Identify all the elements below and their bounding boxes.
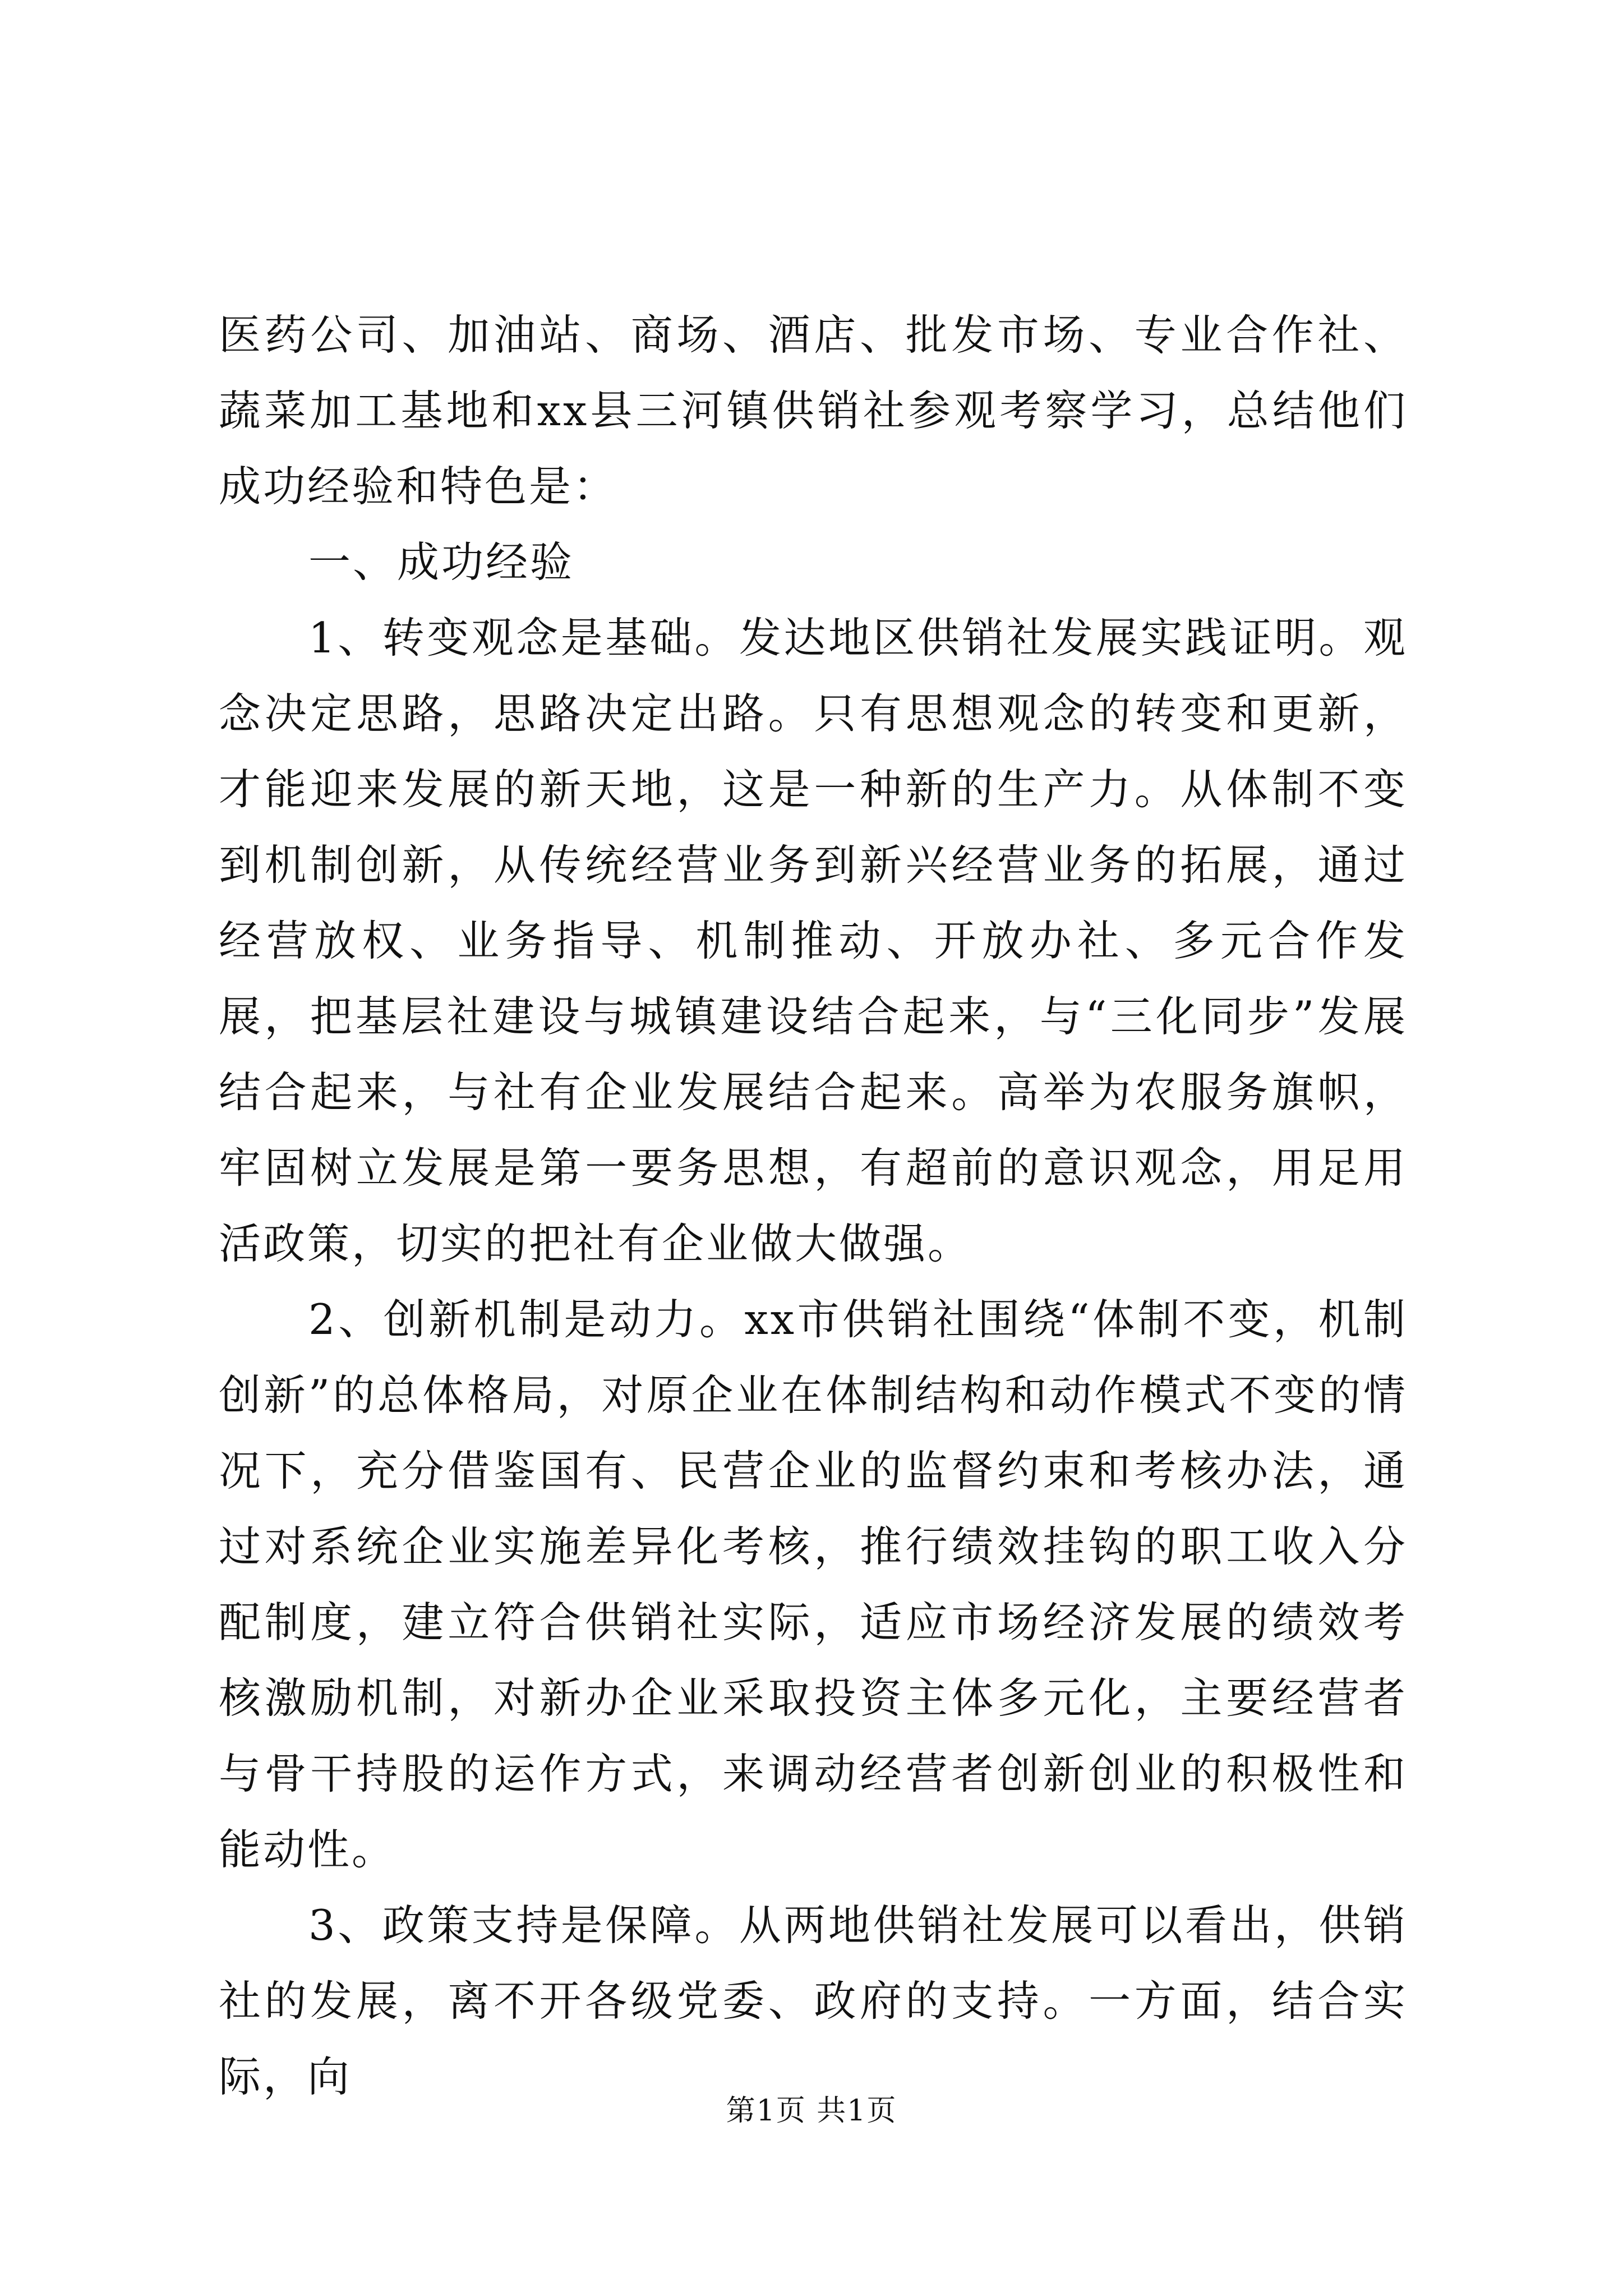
document-body	[219, 297, 1408, 2115]
paragraph-intro: 医药公司、加油站、商场、酒店、批发市场、专业合作社、蔬菜加工基地和xx县三河镇供销社参观考察学习，总结他们成功经验和特色是：	[219, 310, 1408, 511]
paragraph-point-3: 3、政策支持是保障。从两地供销社发展可以看出，供销社的发展，离不开各级党委、政府的支持。一方面，结合实际，向	[219, 1901, 1408, 2101]
paragraph-point-1: 1、转变观念是基础。发达地区供销社发展实践证明。观念决定思路，思路决定出路。只有思想观念的转变和更新，才能迎来发展的新天地，这是一种新的生产力。从体制不变到机制创新，从传统经营业务到新兴经营业务的拓展，通过经营放权、业务指导、机制推动、开放办社、多元合作发展，把基层社建设与城镇建设结合起来，与“三化同步”发展结合起来，与社有企业发展结合起来。高举为农服务旗帜，牢固树立发展是第一要务思想，有超前的意识观念，用足用活政策，切实的把社有企业做大做强。	[219, 613, 1408, 1268]
section-heading: 一、成功经验	[308, 537, 575, 587]
page-footer: 第1页 共1页	[726, 2094, 897, 2128]
paragraph-point-2: 2、创新机制是动力。xx市供销社围绕“体制不变，机制创新”的总体格局，对原企业在体制结构和动作模式不变的情况下，充分借鉴国有、民营企业的监督约束和考核办法，通过对系统企业实施差异化考核，推行绩效挂钩的职工收入分配制度，建立符合供销社实际，适应市场经济发展的绩效考核激励机制，对新办企业采取投资主体多元化，主要经营者与骨干持股的运作方式，来调动经营者创新创业的积极性和能动性。	[219, 1295, 1408, 1874]
